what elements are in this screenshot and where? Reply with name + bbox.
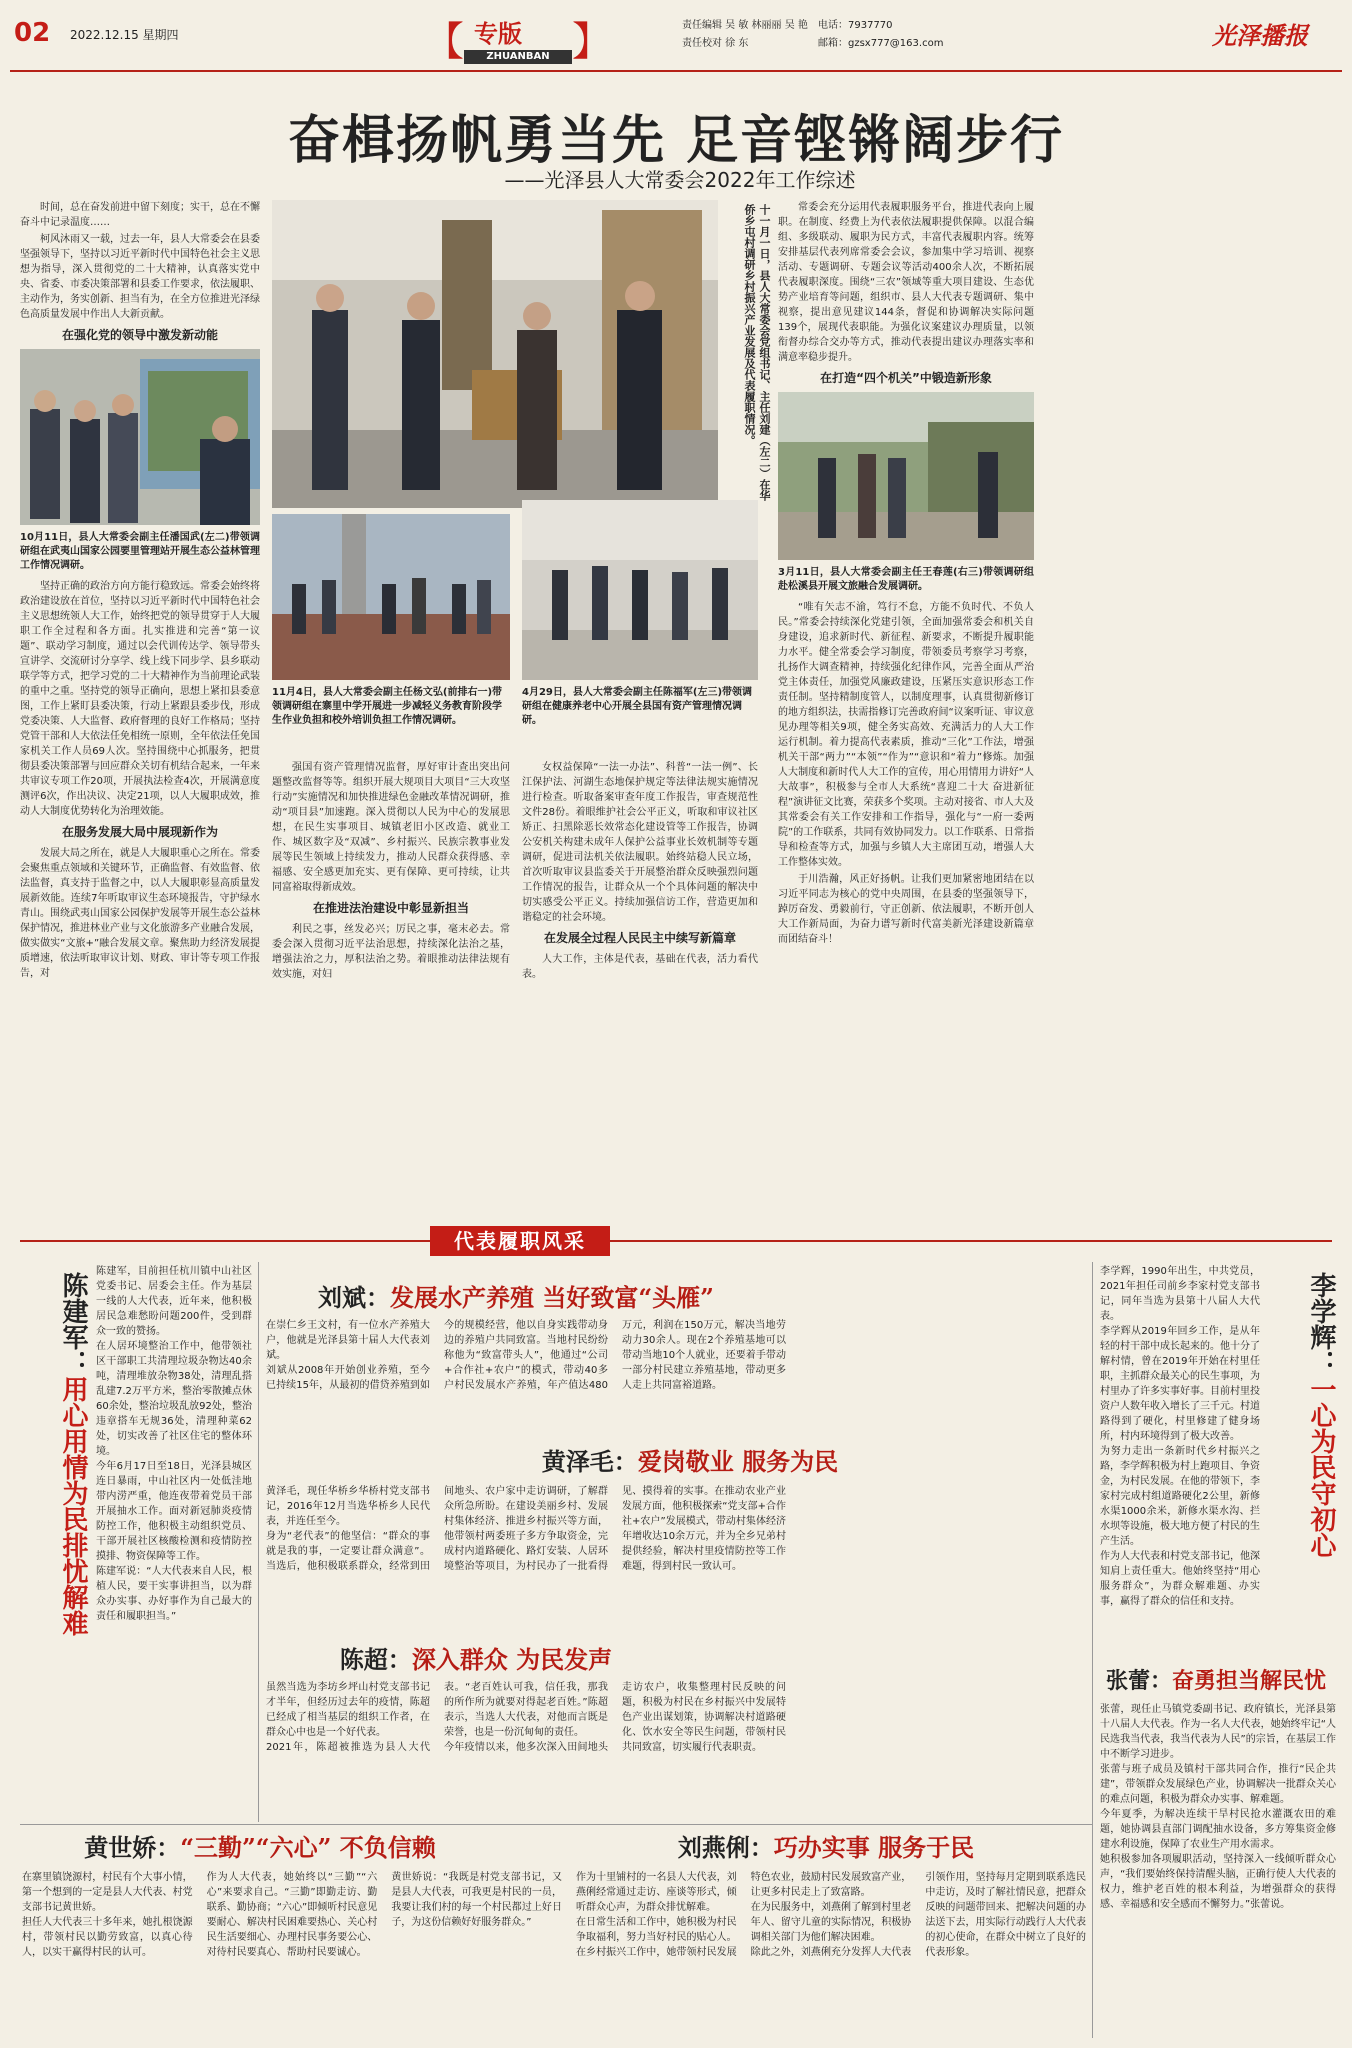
photo-forest-survey-image xyxy=(20,349,260,525)
rep-huang-shijiao-title xyxy=(40,1828,480,1863)
masthead-logo: 光泽播报 xyxy=(1212,21,1308,50)
header-rule xyxy=(10,70,1342,72)
phone-info: 电话：7937770 xyxy=(818,20,893,31)
caption-school-survey: 11月4日，县人大常委会副主任杨文弘(前排右一)带领调研组在寨里中学开展进一步减轻义务教育阶段学生作业负担和校外培训负担工作情况调研。 xyxy=(272,687,503,726)
rep-li-xuehui-title xyxy=(1270,1272,1340,1652)
rep-liu-bin-title xyxy=(266,1278,766,1313)
rep-chen-chao-phrase: 深入群众 为民发声 xyxy=(411,1645,613,1674)
subheading-democracy: 在发展全过程人民民主中续写新篇章 xyxy=(543,931,736,945)
section-bracket-right: 】 xyxy=(572,19,612,65)
page-number: 02 xyxy=(14,18,51,48)
photo-asset-survey xyxy=(522,500,758,680)
photo-culture-tour-image xyxy=(778,392,1034,560)
rep-liu-bin-phrase: 发展水产养殖 当好致富“头雁” xyxy=(390,1283,714,1312)
section-bracket-left: 【 xyxy=(424,19,464,65)
rep-liu-yanli-title xyxy=(576,1828,1076,1863)
self-building-body: “唯有矢志不渝，笃行不怠，方能不负时代、不负人民。”常委会持续深化党建引领，全面加强常委会和机关自身建设，追求新时代、新征程、新要求，不断提升履职能力水平。健全常委会学习制度，带领委员考察学习考察，扎扬作大调查精神，持续强化纪律作风，完善全面从严治党主体责任，加强党风廉政建设，压紧压实意识形态工作责任制。坚持精制度管人，以制度理事，认真贯彻新修订的地方组织法，扶需指修订完善政府间“议案听证、审议意见办理等相关9项，健全务实高效、充满活力的人大工作运行机制。着力提高代表素质，推动“三化”工作法，增强机关干部“两力”“本领”“作为”“意识和“着力”修炼。加强人大制度和新时代人大工作的宣传，用心用情用力讲好“人大故事”，积极参与全市人大系统“喜迎二十大 奋进新征程”演讲征文比赛，荣获多个奖项。主动对接省、市人大及其常委会有关工作安排和工作指导，强化与“一府一委两院”的工作联系，共同有效协同发力。以工作联系、日常指导和检查等方式，加强与乡镇人大主席团互动，增强人大工作整体实效。 xyxy=(778,602,1034,868)
rep-zhang-lei-name: 张蕾： xyxy=(1105,1668,1172,1694)
rep-zhang-lei-phrase: 奋勇担当解民忧 xyxy=(1172,1668,1327,1694)
rep-zhang-lei-body: 张蕾，现任止马镇党委副书记、政府镇长，光泽县第十八届人大代表。作为一名人大代表，她始终牢记“人民选我当代表，我当代表为人民”的宗旨，在基层工作中不断学习进步。 张蕾与班子成员及镇村干部共同合作，推行“民企共建”，带领群众发展绿色产业，协调解决一批群众关心的难点问题，积极为群众办实事、解难题。 今年夏季，为解决连续干旱村民抢水灌溉农田的难题，她协调县直部门调配抽水设备，多方筹集资金修建水利设施，保障了农业生产用水需求。 她积极参加各项履职活动，坚持深入一线倾听群众心声，“我们要始终保持清醒头脑，正确行使人大代表的权力，维护老百姓的根本利益，为增强群众的获得感、幸福感和安全感而不懈努力。”张蕾说。 xyxy=(1100,1704,1336,1910)
rep-divider-left xyxy=(258,1262,259,1822)
section-pinyin: ZHUANBAN xyxy=(464,50,572,64)
rep-liu-bin-name: 刘斌： xyxy=(318,1283,391,1312)
rep-huang-shijiao-name: 黄世娇： xyxy=(84,1833,181,1862)
rep-li-xuehui-name: 李学辉： xyxy=(1306,1272,1336,1376)
band-title: 代表履职风采 xyxy=(430,1226,610,1256)
photo-culture-tour xyxy=(778,392,1034,560)
rep-divider-bottom xyxy=(20,1824,1092,1825)
rep-chen-chao-body: 虽然当选为李坊乡坪山村党支部书记才半年，但经历过去年的疫情，陈超已经成了相当基层的组织工作者，在群众心中也是一个好代表。 2021年，陈超被推选为县人大代表。“老百姓认可我，信任我，那我的所作所为就要对得起老百姓。”陈超表示，当选人大代表，对他而言既是荣誉，也是一份沉甸甸的责任。 今年疫情以来，他多次深入田间地头走访农户，收集整理村民反映的问题，积极为村民在乡村振兴中发展特色产业出谋划策，协调解决村道路硬化、饮水安全等民生问题，带领村民共同致富，切实履行代表职责。 xyxy=(266,1682,786,1753)
proof-info: 责任校对 徐 东 xyxy=(682,38,749,49)
photo-asset-survey-image xyxy=(522,500,758,680)
caption-forest-survey: 10月11日，县人大常委会副主任潘国武(左二)带领调研组在武夷山国家公园要里管理站开展生态公益林管理工作情况调研。 xyxy=(20,532,260,571)
photo-village-survey-image xyxy=(272,200,718,508)
rep-huang-shijiao-phrase: “三勤”“六心” 不负信赖 xyxy=(180,1833,436,1862)
rep-chen-jianjun-title xyxy=(22,1272,92,1792)
rep-zhang-lei-title xyxy=(1096,1664,1336,1695)
rep-chen-jianjun-phrase: 用心用情为民排忧解难 xyxy=(58,1376,88,1636)
rep-huang-zemao-title xyxy=(440,1442,940,1477)
editor-info: 责任编辑 吴 敏 林丽丽 吴 艳 xyxy=(682,20,808,31)
intro-body: 柯风沐雨又一载，过去一年，县人大常委会在县委坚强领导下，坚持以习近平新时代中国特色社会主义思想为指导，深入贯彻党的二十大精神，认真落实党中央、省委、市委决策部署和县委工作要求，依法履职、主动作为，务实创新、担当有为，在全方位推进光泽绿色高质量发展中作出人大新贡献。 xyxy=(20,234,260,320)
rep-huang-zemao-name: 黄泽毛： xyxy=(541,1447,638,1476)
section-label xyxy=(424,8,612,68)
rep-divider-right xyxy=(1092,1262,1093,2038)
subheading-serve-development: 在服务发展大局中展现新作为 xyxy=(61,825,218,839)
rep-chen-jianjun-name: 陈建军： xyxy=(58,1272,88,1376)
right-column xyxy=(778,200,1034,1216)
oversight-body: 强国有资产管理情况监督，厚好审计查出突出问题整改监督等等。组织开展大规项目大项目“三大攻坚行动”实施情况和加快推进绿色金融改革情况调研，推动“项目县”加速跑。深入贯彻以人民为中心的发展思想，在民生实事项目、城镇老旧小区改造、就业工作、城区数字及“双减”、乡村振兴、民族宗教事业发展等民生领域上持续发力，推动人民群众获得感、幸福感、安全感更加充实、更有保障、更可持续，让共同富裕取得新成效。 xyxy=(272,762,510,893)
party-leadership-body: 坚持正确的政治方向方能行稳致远。常委会始终将政治建设放在首位，坚持以习近平新时代中国特色社会主义思想统领人大工作，始终把党的领导贯穿于人大履职工作全过程和各方面。扎实推进和完善“第一议题”、联动学习制度，通过以会代训传达学、领导带头宣讲学、交流研讨分享学、线上线下同步学、县乡联动联学等方式，把学习党的二十大精神作为当前理论武装的重中之重。坚持党的领导正确向，思想上紧扣县委意图，工作上紧盯县委决策，行动上紧跟县委步伐，形成党委决策、人大监督、政府督理的良好工作格局；坚持党管干部和人大依法任免相统一原则，全年依法任免国家机关工作人员69人次。坚持围绕中心抓服务，把贯彻县委决策部署与回应群众关切有机结合起来，一年来共审议专项工作20项，开展执法检查4次，开展满意度测评6次，作出决议、决定21项，以人大履职成效，推动人大制度优势转化为治理效能。 xyxy=(20,581,260,817)
main-headline: 奋楫扬帆勇当先 足音铿锵阔步行 xyxy=(287,110,1065,171)
subheading-four-organs: 在打造“四个机关”中锻造新形象 xyxy=(820,371,992,385)
serve-development-body: 发展大局之所在，就是人大履职重心之所在。常委会聚焦重点领域和关键环节，正确监督、有效监督、依法监督，真支持于监督之中，以人大履职彰显高质量发展新效能。连续7年听取审议生态环境报告，守护绿水青山。围绕武夷山国家公园保护发展等开展生态公益林保护情况，推进林业产业与文化旅游多产业融合发展，做实做实“文旅+”融合发展文章。聚焦助力经济发展提质增速，依法听取审议计划、财政、审计等专项工作报告，对 xyxy=(20,848,260,979)
subheading-rule-of-law: 在推进法治建设中彰显新担当 xyxy=(312,901,469,915)
rep-liu-bin-body: 在崇仁乡王文村，有一位水产养殖大户，他就是光泽县第十届人大代表刘斌。 刘斌从2008年开始创业养殖，至今已持续15年，从最初的借贷养殖到如今的规模经营，他以自身实践带动身边的养殖户共同致富。当地村民纷纷称他为“致富带头人”，他通过“公司+合作社+农户”的模式，带动40多户村民发展水产养殖，年产值达480万元，利润在150万元，解决当地劳动力30余人。现在2个养殖基地可以带动当地10个人就业，还要着手带动一部分村民建立养殖基地，带动更多人走上共同富裕道路。 xyxy=(266,1320,786,1391)
representative-platform-body: 常委会充分运用代表履职服务平台，推进代表向上履职。在制度、经费上为代表依法履职提供保障。以混合编组、多级联动、履职为民方式，丰富代表履职内容。统筹安排基层代表列席常委会会议，参加集中学习培训、视察活动、专题调研、专题会议等活动400余人次，不断拓展代表履职深度。围绕“三农”领域等重大项目建设、生态优势产业培育等问题，组织市、县人大代表专题调研、集中视察，提出意见建议144条，督促和协调解决实际问题139个，展现代表职能。为强化议案建议办理质量，以领衔督办综合交办等方式，推动代表提出建议办理落实率和满意率稳步提升。 xyxy=(778,202,1034,363)
rep-liu-yanli-name: 刘燕俐： xyxy=(677,1833,774,1862)
middle-column-right xyxy=(522,760,758,1218)
intro-text: 时间，总在奋发前进中留下刻度；实干，总在不懈奋斗中记录温度…… xyxy=(20,202,260,228)
closing-body: 于川浩瀚，风正好扬帆。让我们更加紧密地团结在以习近平同志为核心的党中央周围，在县委的坚强领导下，踔厉奋发、勇毅前行，守正创新、依法履职，不断开创人大工作新局面，为奋力谱写新时代富美新光泽建设新篇章而团结奋斗！ xyxy=(778,874,1034,945)
rep-liu-yanli-phrase: 巧办实事 服务于民 xyxy=(773,1833,975,1862)
rep-huang-zemao-phrase: 爱岗敬业 服务为民 xyxy=(637,1447,839,1476)
photo-school-survey-image xyxy=(272,514,510,680)
rep-huang-shijiao-body: 在寨里镇饶源村，村民有个大事小情，第一个想到的一定是县人大代表、村党支部书记黄世娇。 担任人大代表三十多年来，她扎根饶源村，带领村民以勤劳致富，以真心待人，以实干赢得村民的认可。 作为人大代表，她始终以“三勤”“六心”来要求自己。“三勤”即勤走访、勤联系、勤协商；“六心”即倾听村民意见要耐心、解决村民困难要热心、关心村民生活要细心、办理村民事务要公心、对待村民要真心、帮助村民要诚心。 黄世娇说：“我既是村党支部书记，又是县人大代表，可我更是村民的一员，我要让我们村的每一个村民都过上好日子，为这份信赖好好服务群众。” xyxy=(22,1872,562,1958)
rep-chen-jianjun-body: 陈建军，目前担任杭川镇中山社区党委书记、居委会主任。作为基层一线的人大代表，近年来，他积极居民急难愁盼问题200件，受到群众一致的赞扬。 在人居环境整治工作中，他带领社区干部职工共清理垃圾杂物达40余吨，清理堆放杂物38处，清理乱搭乱建7.2万平方米，整治零散摊点休60余处，整治垃圾乱放92处，整治违章搭车无规36处，清理种菜62处，切实改善了社区住宅的整体环境。 今年6月17日至18日，光泽县城区连日暴雨，中山社区内一处低洼地带内涝严重，他连夜带着党员干部开展抽水工作。面对新冠肺炎疫情防控工作，他积极主动组织党员、干部开展社区核酸检测和疫情防控摸排、物资保障等工作。 陈建军说：“人大代表来自人民，根植人民，要干实事讲担当，以为群众办实事、办好事作为自己最大的责任和履职担当。” xyxy=(96,1266,252,1622)
left-column xyxy=(20,200,260,1216)
rep-chen-chao-title xyxy=(266,1640,686,1675)
page-header xyxy=(0,0,1352,82)
email-info: 邮箱：gzsx777@163.com xyxy=(818,38,944,49)
rep-huang-zemao-body: 黄泽毛，现任华桥乡华桥村党支部书记，2016年12月当选华桥乡人民代表，并连任至今。 身为“老代表”的他坚信：“群众的事就是我的事，一定要让群众满意”。当选后，他积极联系群众，经常到田间地头、农户家中走访调研，了解群众所急所盼。在建设美丽乡村、发展村集体经济、推进乡村振兴等方面，他带领村两委班子多方争取资金，完成村内道路硬化、路灯安装、人居环境整治等项目，为村民办了一批看得见、摸得着的实事。在推动农业产业发展方面，他积极探索“党支部+合作社+农户”发展模式，带动村集体经济年增收达10余万元，并为全乡兄弟村提供经验，解决村里疫情防控等工作难题，得到村民一致认可。 xyxy=(266,1486,786,1572)
photo-forest-survey xyxy=(20,349,260,525)
caption-asset-survey: 4月29日，县人大常委会副主任陈福军(左三)带领调研组在健康养老中心开展全县国有资产管理情况调研。 xyxy=(522,687,753,726)
rule-of-law-body: 利民之事，丝发必兴；厉民之事，毫末必去。常委会深入贯彻习近平法治思想，持续深化法治之基，增强法治之力，厚积法治之势。着眼推动法律法规有效实施，对妇 xyxy=(272,924,510,980)
issue-date: 2022.12.15 星期四 xyxy=(70,28,179,42)
rights-protection-body: 女权益保障“一法一办法”、科普“一法一例”、长江保护法、河湖生态地保护规定等法律法规实施情况进行检查。听取备案审查年度工作报告，审查规范性文件28份。着眼维护社会公平正义，听取和审议社区矫正、扫黑除恶长效常态化建设管等工作报告，协调公安机关构建未成年人保护公益事业长效机制等专题调研，促进司法机关依法履职。始终站稳人民立场，首次听取审议县监委关于开展整治群众反映强烈问题工作情况的报告，让群众从一个个具体问题的解决中切实感受公平正义。持续加强信访工作，营造更加和谐稳定的社会环境。 xyxy=(522,762,758,923)
middle-column-left xyxy=(272,760,510,1218)
rep-liu-yanli-body: 作为十里铺村的一名县人大代表，刘燕俐经常通过走访、座谈等形式，倾听群众心声，为群众排忧解难。 在日常生活和工作中，她积极为村民争取福利，努力当好村民的贴心人。在乡村振兴工作中，她带领村民发展特色农业，鼓励村民发展致富产业，让更多村民走上了致富路。 在为民服务中，刘燕俐了解到村里老年人、留守儿童的实际情况，积极协调相关部门为他们解决困难。 除此之外，刘燕俐充分发挥人大代表引领作用，坚持每月定期到联系选民中走访，及时了解社情民意，把群众反映的问题带回来、把解决问题的办法送下去，用实际行动践行人大代表的初心使命，在群众中树立了良好的代表形象。 xyxy=(576,1872,1086,1958)
photo-village-survey xyxy=(272,200,718,508)
subheading-party-leadership: 在强化党的领导中激发新动能 xyxy=(61,328,218,342)
caption-culture-tour: 3月11日，县人大常委会副主任王春莲(右三)带领调研组赴松溪县开展文旅融合发展调研。 xyxy=(778,567,1034,592)
photo-school-survey xyxy=(272,514,510,680)
headline-subtitle: ——光泽县人大常委会2022年工作综述 xyxy=(504,168,856,192)
section-title: 专版 xyxy=(474,19,522,48)
democracy-body: 人大工作，主体是代表，基础在代表，活力看代表。 xyxy=(522,954,758,980)
band-rule xyxy=(20,1240,1332,1242)
rep-li-xuehui-phrase: 一心为民守初心 xyxy=(1306,1376,1336,1558)
caption-village-survey: 十一月一日，县人大常委会党组书记、主任刘建（左二）在华侨乡屯村调研乡村振兴产业发展及代表履职情况。 xyxy=(743,204,771,501)
rep-chen-chao-name: 陈超： xyxy=(339,1645,412,1674)
rep-li-xuehui-body: 李学辉，1990年出生，中共党员，2021年担任司前乡李家村党支部书记，同年当选为县第十八届人大代表。 李学辉从2019年回乡工作，是从年轻的村干部中成长起来的。他十分了解村情，曾在2019年开始在村里任职，主抓群众最关心的民生事项，为村里办了许多实事好事。目前村里投资户人数年收入增长了三千元。村道路得到了硬化，村里修建了健身场所，村内环境得到了极大改善。 为努力走出一条新时代乡村振兴之路，李学辉积极为村上跑项目、争资金，为村民发展。在他的带领下，李家村完成村组道路硬化2公里，新修水渠1000余米，新修水渠水沟、拦水坝等设施，极大地方便了村民的生产生活。 作为人大代表和村党支部书记，他深知肩上责任重大。他始终坚持“用心服务群众”，为群众解难题、办实事，赢得了群众的信任和支持。 xyxy=(1100,1266,1260,1607)
